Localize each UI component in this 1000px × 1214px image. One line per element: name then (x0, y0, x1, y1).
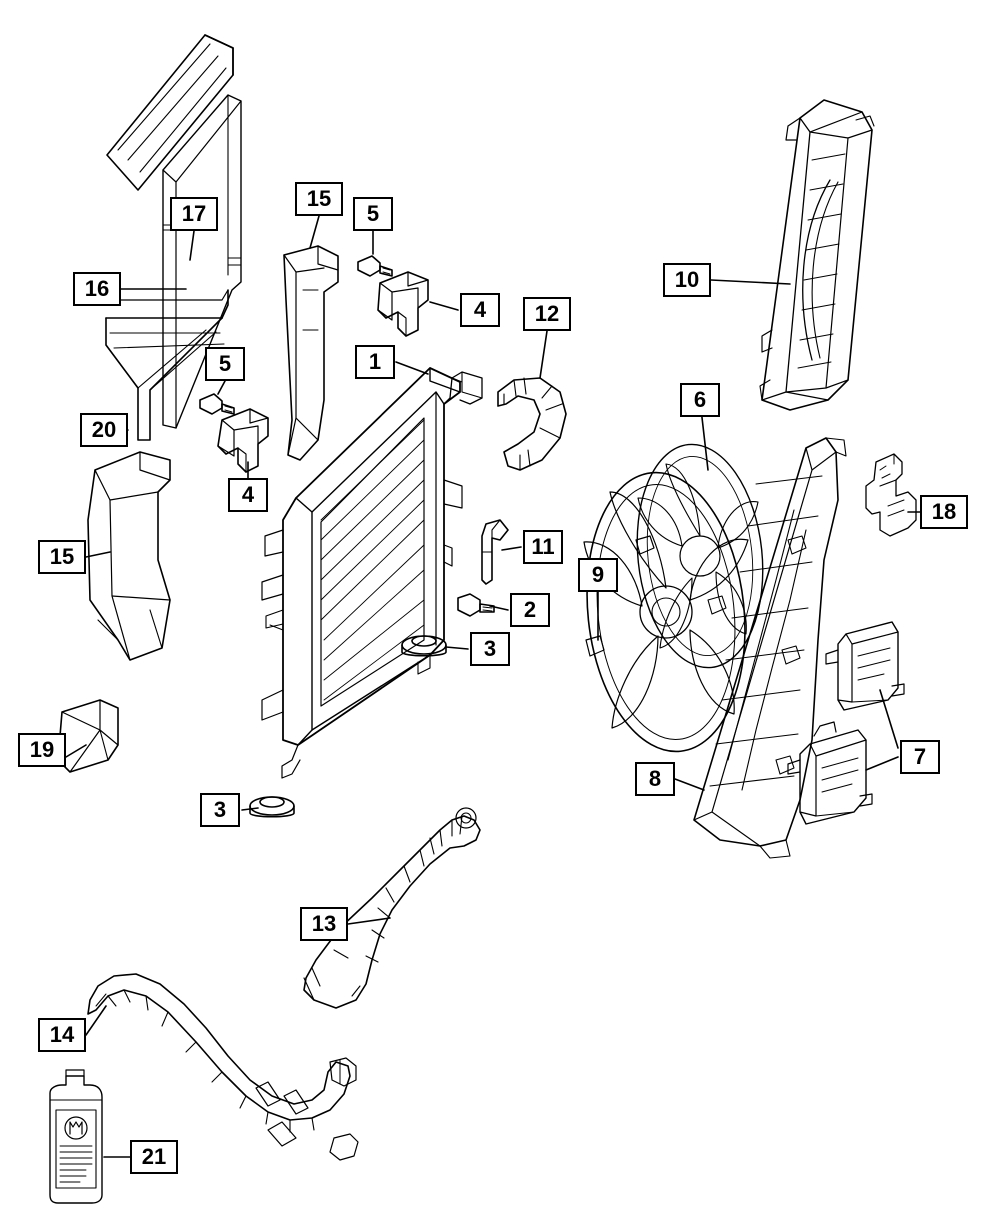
fan-shroud (694, 438, 846, 858)
callout-6[interactable]: 6 (680, 383, 720, 417)
callout-17[interactable]: 17 (170, 197, 218, 231)
callout-4-left[interactable]: 4 (228, 478, 268, 512)
coolant-bottle (50, 1070, 102, 1203)
callout-3-lower[interactable]: 3 (200, 793, 240, 827)
isolator-grommet-lower (250, 797, 294, 817)
wiring-connector (866, 454, 916, 536)
callout-18[interactable]: 18 (920, 495, 968, 529)
fan-control-module-lower (788, 722, 872, 824)
callout-14[interactable]: 14 (38, 1018, 86, 1052)
callout-19[interactable]: 19 (18, 733, 66, 767)
callout-9[interactable]: 9 (578, 558, 618, 592)
bleed-valve (482, 520, 508, 584)
callout-5-right[interactable]: 5 (353, 197, 393, 231)
callout-2[interactable]: 2 (510, 593, 550, 627)
callout-5-left[interactable]: 5 (205, 347, 245, 381)
callout-16[interactable]: 16 (73, 272, 121, 306)
callout-1[interactable]: 1 (355, 345, 395, 379)
callout-20[interactable]: 20 (80, 413, 128, 447)
fan-control-module-upper (826, 622, 904, 710)
callout-10[interactable]: 10 (663, 263, 711, 297)
condenser-assembly (760, 100, 874, 410)
callout-8[interactable]: 8 (635, 762, 675, 796)
radiator-assembly (262, 368, 482, 778)
callout-12[interactable]: 12 (523, 297, 571, 331)
callout-3-upper[interactable]: 3 (470, 632, 510, 666)
fan-blade-assembly (574, 438, 774, 759)
callout-7[interactable]: 7 (900, 740, 940, 774)
drain-plug (458, 594, 494, 616)
callout-4-right[interactable]: 4 (460, 293, 500, 327)
callout-15-upper[interactable]: 15 (295, 182, 343, 216)
callout-21[interactable]: 21 (130, 1140, 178, 1174)
callout-11[interactable]: 11 (523, 530, 563, 564)
upper-radiator-hose (498, 378, 566, 470)
left-side-air-seal-group (58, 452, 170, 772)
callout-13[interactable]: 13 (300, 907, 348, 941)
callout-15-side[interactable]: 15 (38, 540, 86, 574)
center-air-seal-group (284, 246, 338, 460)
